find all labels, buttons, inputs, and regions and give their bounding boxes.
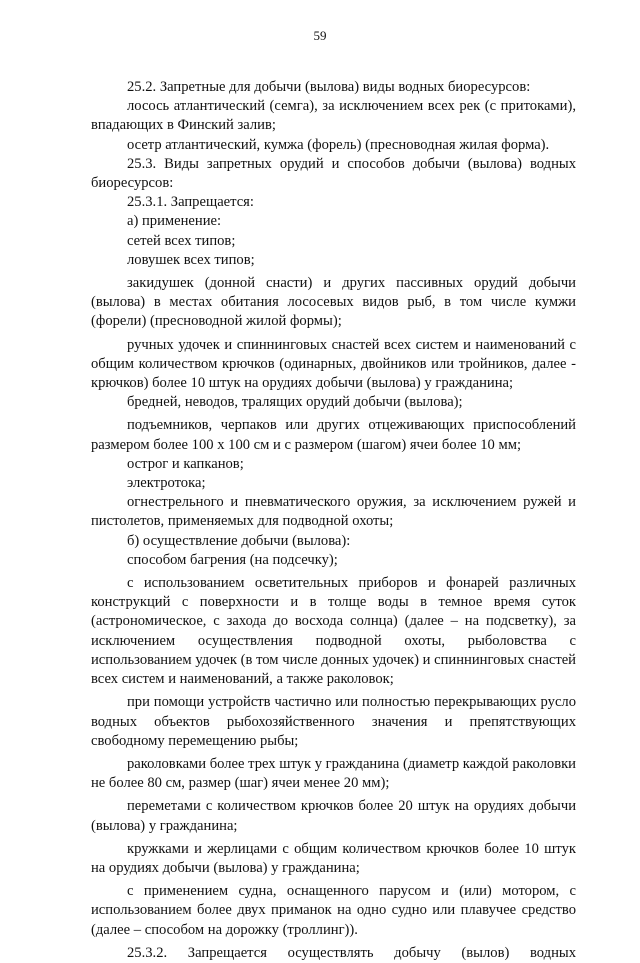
list-item: сетей всех типов; — [127, 232, 236, 249]
paragraph-25-3-2: 25.3.2. Запрещается осуществлять добычу (вылов) водных — [127, 944, 576, 961]
page-number: 59 — [313, 28, 327, 43]
list-item: бредней, неводов, тралящих орудий добычи (вылова); — [127, 394, 463, 411]
list-item: при помощи устройств частично или полностью перекрывающих русло водных объектов рыбохозяйственного значения и препятствующих свободному перемещению рыбы; — [91, 694, 576, 749]
paragraph-sturgeon: осетр атлантический, кумжа (форель) (пресноводная жилая форма). — [127, 136, 550, 153]
paragraph-salmon: лосось атлантический (семга), за исключением всех рек (с притоками), впадающих в Финский залив; — [91, 98, 576, 134]
list-item: способом багрения (на подсечку); — [127, 551, 338, 568]
paragraph-25-3-1: 25.3.1. Запрещается: — [127, 194, 254, 211]
list-item: подъемников, черпаков или других отцеживающих приспособлений размером более 100 х 100 см и с размером (шагом) ячеи более 10 мм; — [91, 417, 576, 453]
list-item: электротока; — [127, 475, 206, 492]
list-item: с использованием осветительных приборов и фонарей различных конструкций с поверхности и в толще воды в темное время суток (астрономическое, с захода до восхода солнца) (далее – на подсветку), за исключением осуществления подводной охоты, рыболовства с использованием удочек (в том числе донных удочек) и спиннинговых снастей всех систем и наименований, а также раколовок; — [91, 575, 576, 688]
page-body — [91, 78, 576, 963]
list-item: закидушек (донной снасти) и других пассивных орудий добычи (вылова) в местах обитания лососевых видов рыб, в том числе кумжи (форели) (пресноводной жилой формы); — [91, 275, 576, 330]
list-item: ручных удочек и спиннинговых снастей всех систем и наименований с общим количеством крючков (одинарных, двойников или тройников, далее - крючков) более 10 штук на орудиях добычи (вылова) у гражданина; — [91, 336, 576, 392]
paragraph-25-2: 25.2. Запретные для добычи (вылова) виды водных биоресурсов: — [127, 79, 531, 95]
list-item: ловушек всех типов; — [127, 251, 255, 268]
paragraph-b-fishing: б) осуществление добычи (вылова): — [127, 532, 351, 549]
list-item: переметами с количеством крючков более 20 штук на орудиях добычи (вылова) у гражданина; — [91, 798, 576, 834]
list-item: кружками и жерлицами с общим количеством крючков более 10 штук на орудиях добычи (вылова) у гражданина; — [91, 840, 576, 876]
list-item: острог и капканов; — [127, 455, 244, 472]
paragraph-a-usage: а) применение: — [127, 213, 222, 230]
list-item: раколовками более трех штук у гражданина (диаметр каждой раколовки не более 80 см, размер (шаг) ячеи менее 20 мм); — [91, 755, 576, 792]
list-item: огнестрельного и пневматического оружия, за исключением ружей и пистолетов, применяемых для подводной охоты; — [91, 494, 576, 530]
paragraph-25-3: 25.3. Виды запретных орудий и способов добычи (вылова) водных биоресурсов: — [91, 155, 576, 192]
list-item: с применением судна, оснащенного парусом и (или) мотором, с использованием более двух приманок на одно судно или плавучее средство (далее – способом на дорожку (троллинг)). — [91, 883, 576, 938]
